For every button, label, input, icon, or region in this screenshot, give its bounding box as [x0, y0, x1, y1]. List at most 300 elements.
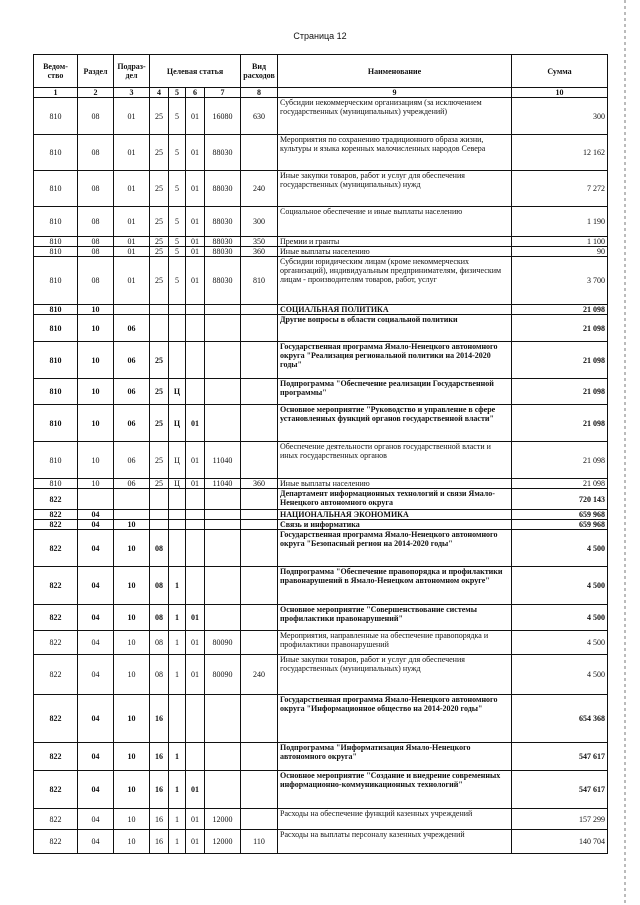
cell-podrazdel: 10 [114, 530, 150, 567]
cell-razdel: 04 [78, 771, 114, 809]
cell-celevaya-1: 16 [150, 830, 169, 854]
cell-podrazdel: 10 [114, 809, 150, 830]
column-number: 1 [34, 88, 78, 98]
table-row [34, 207, 608, 237]
cell-podrazdel: 01 [114, 247, 150, 257]
cell-celevaya-3 [186, 743, 205, 771]
cell-celevaya-2: 5 [169, 247, 186, 257]
cell-celevaya-4 [205, 771, 241, 809]
cell-naimenovanie: Государственная программа Ямало-Ненецкого автономного округа "Безопасный регион на 2014-2020 годы" [278, 530, 512, 567]
cell-celevaya-2: 5 [169, 98, 186, 135]
cell-celevaya-1: 08 [150, 530, 169, 567]
cell-naimenovanie: Подпрограмма "Обеспечение реализации Государственной программы" [278, 379, 512, 405]
cell-razdel: 10 [78, 315, 114, 342]
cell-vedomstvo: 810 [34, 442, 78, 479]
cell-vedomstvo: 810 [34, 315, 78, 342]
table-row [34, 510, 608, 520]
cell-naimenovanie: Государственная программа Ямало-Ненецкого автономного округа "Реализация региональной политики на 2014-2020 годы" [278, 342, 512, 379]
cell-vedomstvo: 810 [34, 257, 78, 305]
cell-summa: 4 500 [512, 530, 608, 567]
column-number: 7 [205, 88, 241, 98]
cell-vedomstvo: 810 [34, 171, 78, 207]
cell-celevaya-2: Ц [169, 405, 186, 442]
cell-summa: 12 162 [512, 135, 608, 171]
table-row [34, 605, 608, 631]
header-vid-rashodov: Вид расходов [241, 55, 278, 88]
cell-celevaya-1: 08 [150, 567, 169, 605]
cell-celevaya-4: 11040 [205, 442, 241, 479]
cell-vedomstvo: 810 [34, 479, 78, 489]
cell-vedomstvo: 822 [34, 809, 78, 830]
cell-summa: 654 368 [512, 695, 608, 743]
table-row [34, 171, 608, 207]
cell-summa: 4 500 [512, 631, 608, 655]
cell-summa: 21 098 [512, 405, 608, 442]
table-row [34, 98, 608, 135]
table-row [34, 135, 608, 171]
table-row [34, 695, 608, 743]
cell-celevaya-4 [205, 489, 241, 510]
cell-podrazdel: 10 [114, 771, 150, 809]
column-number: 5 [169, 88, 186, 98]
cell-vedomstvo: 810 [34, 237, 78, 247]
table-row [34, 809, 608, 830]
cell-vedomstvo: 822 [34, 655, 78, 695]
cell-vid-rashodov [241, 315, 278, 342]
cell-celevaya-2: Ц [169, 379, 186, 405]
cell-celevaya-4: 88030 [205, 257, 241, 305]
cell-celevaya-1: 25 [150, 479, 169, 489]
cell-razdel: 04 [78, 530, 114, 567]
column-number: 2 [78, 88, 114, 98]
column-number-row [34, 88, 608, 98]
cell-razdel: 04 [78, 743, 114, 771]
table-row [34, 379, 608, 405]
cell-razdel: 10 [78, 405, 114, 442]
cell-razdel: 04 [78, 655, 114, 695]
table-body [34, 98, 608, 854]
column-number: 8 [241, 88, 278, 98]
cell-naimenovanie: Департамент информационных технологий и связи Ямало-Ненецкого автономного округа [278, 489, 512, 510]
cell-naimenovanie: Иные выплаты населению [278, 247, 512, 257]
cell-celevaya-3: 01 [186, 605, 205, 631]
cell-podrazdel: 01 [114, 135, 150, 171]
cell-vid-rashodov: 240 [241, 171, 278, 207]
cell-razdel: 08 [78, 207, 114, 237]
cell-vid-rashodov: 350 [241, 237, 278, 247]
cell-celevaya-4: 12000 [205, 830, 241, 854]
cell-razdel: 08 [78, 237, 114, 247]
cell-razdel: 04 [78, 695, 114, 743]
table-row [34, 237, 608, 247]
cell-podrazdel: 10 [114, 743, 150, 771]
table-row [34, 567, 608, 605]
cell-vedomstvo: 822 [34, 605, 78, 631]
cell-vedomstvo: 810 [34, 247, 78, 257]
header-celevaya-statya: Целевая статья [150, 55, 241, 88]
header-podrazdel: Подраз-дел [114, 55, 150, 88]
cell-celevaya-2 [169, 305, 186, 315]
cell-vid-rashodov [241, 605, 278, 631]
cell-vedomstvo: 822 [34, 830, 78, 854]
table-row [34, 743, 608, 771]
cell-naimenovanie: Иные выплаты населению [278, 479, 512, 489]
cell-podrazdel: 06 [114, 479, 150, 489]
cell-vid-rashodov [241, 405, 278, 442]
cell-podrazdel: 06 [114, 442, 150, 479]
cell-podrazdel: 06 [114, 315, 150, 342]
cell-podrazdel [114, 305, 150, 315]
table-row [34, 305, 608, 315]
cell-naimenovanie: Подпрограмма "Обеспечение правопорядка и профилактики правонарушений в Ямало-Ненецком автономном округе" [278, 567, 512, 605]
cell-summa: 659 968 [512, 510, 608, 520]
cell-summa: 659 968 [512, 520, 608, 530]
cell-naimenovanie: Субсидии юридическим лицам (кроме некоммерческих организаций), индивидуальным предпринимателям, физическим лицам - производителям товаров, работ, услуг [278, 257, 512, 305]
budget-table [33, 54, 608, 854]
cell-celevaya-4 [205, 743, 241, 771]
table-row [34, 315, 608, 342]
cell-celevaya-4: 88030 [205, 207, 241, 237]
cell-podrazdel: 01 [114, 171, 150, 207]
cell-naimenovanie: НАЦИОНАЛЬНАЯ ЭКОНОМИКА [278, 510, 512, 520]
cell-celevaya-1: 25 [150, 247, 169, 257]
cell-celevaya-1 [150, 315, 169, 342]
cell-celevaya-2: 1 [169, 631, 186, 655]
cell-naimenovanie: СОЦИАЛЬНАЯ ПОЛИТИКА [278, 305, 512, 315]
cell-summa: 21 098 [512, 379, 608, 405]
cell-celevaya-4 [205, 510, 241, 520]
cell-podrazdel: 06 [114, 342, 150, 379]
cell-vid-rashodov: 810 [241, 257, 278, 305]
cell-vid-rashodov [241, 305, 278, 315]
cell-razdel: 04 [78, 567, 114, 605]
cell-razdel: 10 [78, 342, 114, 379]
cell-celevaya-3: 01 [186, 257, 205, 305]
cell-celevaya-2: 1 [169, 771, 186, 809]
cell-celevaya-1 [150, 510, 169, 520]
cell-podrazdel: 01 [114, 98, 150, 135]
cell-razdel [78, 489, 114, 510]
cell-podrazdel: 06 [114, 405, 150, 442]
cell-naimenovanie: Расходы на обеспечение функций казенных учреждений [278, 809, 512, 830]
cell-podrazdel [114, 510, 150, 520]
cell-vedomstvo: 822 [34, 631, 78, 655]
cell-celevaya-2 [169, 315, 186, 342]
cell-razdel: 04 [78, 809, 114, 830]
cell-celevaya-1: 08 [150, 631, 169, 655]
cell-celevaya-1 [150, 520, 169, 530]
scan-edge-decoration [624, 0, 626, 905]
cell-summa: 4 500 [512, 605, 608, 631]
cell-naimenovanie: Иные закупки товаров, работ и услуг для обеспечения государственных (муниципальных) нужд [278, 171, 512, 207]
cell-vid-rashodov: 360 [241, 247, 278, 257]
cell-razdel: 08 [78, 247, 114, 257]
cell-celevaya-2 [169, 342, 186, 379]
cell-celevaya-4 [205, 695, 241, 743]
cell-vedomstvo: 822 [34, 520, 78, 530]
cell-celevaya-3 [186, 315, 205, 342]
cell-naimenovanie: Государственная программа Ямало-Ненецкого автономного округа "Информационное общество на 2014-2020 годы" [278, 695, 512, 743]
cell-celevaya-4: 88030 [205, 247, 241, 257]
cell-summa: 21 098 [512, 442, 608, 479]
cell-celevaya-2 [169, 510, 186, 520]
cell-celevaya-2: 5 [169, 237, 186, 247]
cell-razdel: 10 [78, 379, 114, 405]
cell-celevaya-4: 16080 [205, 98, 241, 135]
cell-summa: 21 098 [512, 305, 608, 315]
cell-celevaya-3 [186, 305, 205, 315]
cell-vid-rashodov: 360 [241, 479, 278, 489]
cell-celevaya-2: 1 [169, 743, 186, 771]
cell-vid-rashodov [241, 771, 278, 809]
cell-vedomstvo: 810 [34, 98, 78, 135]
table-row [34, 257, 608, 305]
header-razdel: Раздел [78, 55, 114, 88]
cell-celevaya-3 [186, 510, 205, 520]
cell-celevaya-1: 25 [150, 237, 169, 247]
cell-celevaya-3 [186, 567, 205, 605]
cell-razdel: 08 [78, 135, 114, 171]
cell-celevaya-3: 01 [186, 207, 205, 237]
cell-celevaya-3 [186, 520, 205, 530]
cell-summa: 21 098 [512, 342, 608, 379]
cell-summa: 4 500 [512, 567, 608, 605]
table-row [34, 530, 608, 567]
cell-vid-rashodov: 300 [241, 207, 278, 237]
cell-celevaya-4 [205, 520, 241, 530]
cell-celevaya-2 [169, 695, 186, 743]
cell-summa: 4 500 [512, 655, 608, 695]
table-row [34, 479, 608, 489]
cell-celevaya-2: 1 [169, 830, 186, 854]
cell-summa: 3 700 [512, 257, 608, 305]
cell-naimenovanie: Субсидии некоммерческим организациям (за исключением государственных (муниципальных) учреждений) [278, 98, 512, 135]
table-row [34, 771, 608, 809]
cell-celevaya-4 [205, 342, 241, 379]
cell-razdel: 04 [78, 510, 114, 520]
cell-celevaya-3 [186, 695, 205, 743]
cell-celevaya-4: 11040 [205, 479, 241, 489]
cell-podrazdel: 10 [114, 520, 150, 530]
cell-celevaya-1: 25 [150, 98, 169, 135]
table-row [34, 520, 608, 530]
cell-celevaya-2 [169, 530, 186, 567]
cell-celevaya-1: 16 [150, 743, 169, 771]
cell-celevaya-3: 01 [186, 631, 205, 655]
cell-celevaya-3: 01 [186, 655, 205, 695]
cell-celevaya-2: 1 [169, 605, 186, 631]
cell-celevaya-3: 01 [186, 247, 205, 257]
cell-podrazdel: 01 [114, 237, 150, 247]
column-number: 6 [186, 88, 205, 98]
cell-podrazdel: 10 [114, 605, 150, 631]
cell-summa: 21 098 [512, 479, 608, 489]
cell-vedomstvo: 810 [34, 135, 78, 171]
cell-vid-rashodov [241, 520, 278, 530]
cell-celevaya-2: Ц [169, 442, 186, 479]
table-row [34, 655, 608, 695]
cell-celevaya-3: 01 [186, 442, 205, 479]
cell-celevaya-1: 25 [150, 442, 169, 479]
cell-vedomstvo: 822 [34, 567, 78, 605]
cell-razdel: 04 [78, 605, 114, 631]
cell-celevaya-4 [205, 305, 241, 315]
cell-celevaya-1: 08 [150, 605, 169, 631]
cell-celevaya-4: 80090 [205, 655, 241, 695]
cell-celevaya-2: 5 [169, 257, 186, 305]
cell-celevaya-4: 88030 [205, 171, 241, 207]
cell-vedomstvo: 822 [34, 743, 78, 771]
cell-naimenovanie: Основное мероприятие "Создание и внедрение современных информационно-коммуникационных технологий" [278, 771, 512, 809]
cell-podrazdel: 06 [114, 379, 150, 405]
cell-summa: 547 617 [512, 743, 608, 771]
cell-celevaya-1: 16 [150, 695, 169, 743]
cell-vid-rashodov [241, 530, 278, 567]
cell-celevaya-2 [169, 520, 186, 530]
cell-naimenovanie: Мероприятия, направленные на обеспечение правопорядка и профилактики правонарушений [278, 631, 512, 655]
cell-celevaya-3: 01 [186, 771, 205, 809]
cell-celevaya-2: 1 [169, 809, 186, 830]
cell-razdel: 08 [78, 171, 114, 207]
cell-vid-rashodov [241, 489, 278, 510]
cell-summa: 547 617 [512, 771, 608, 809]
cell-vedomstvo: 810 [34, 379, 78, 405]
cell-summa: 1 190 [512, 207, 608, 237]
page-number-label: Страница 12 [293, 31, 347, 41]
cell-summa: 21 098 [512, 315, 608, 342]
header-row [34, 55, 608, 88]
cell-summa: 1 100 [512, 237, 608, 247]
cell-summa: 140 704 [512, 830, 608, 854]
cell-naimenovanie: Основное мероприятие "Руководство и управление в сфере установленных функций органов государственной власти" [278, 405, 512, 442]
cell-podrazdel: 10 [114, 567, 150, 605]
cell-celevaya-4: 12000 [205, 809, 241, 830]
cell-celevaya-1 [150, 305, 169, 315]
header-summa: Сумма [512, 55, 608, 88]
column-number: 4 [150, 88, 169, 98]
cell-celevaya-3: 01 [186, 171, 205, 207]
cell-razdel: 10 [78, 479, 114, 489]
cell-celevaya-2: 5 [169, 207, 186, 237]
cell-celevaya-4: 88030 [205, 237, 241, 247]
cell-vid-rashodov [241, 510, 278, 520]
cell-celevaya-1: 25 [150, 207, 169, 237]
cell-celevaya-2: 5 [169, 171, 186, 207]
cell-vedomstvo: 822 [34, 489, 78, 510]
cell-vid-rashodov [241, 743, 278, 771]
cell-celevaya-4 [205, 405, 241, 442]
cell-celevaya-3 [186, 489, 205, 510]
cell-naimenovanie: Иные закупки товаров, работ и услуг для обеспечения государственных (муниципальных) нужд [278, 655, 512, 695]
column-number: 9 [278, 88, 512, 98]
cell-razdel: 10 [78, 442, 114, 479]
header-naimenovanie: Наименование [278, 55, 512, 88]
cell-celevaya-1: 25 [150, 257, 169, 305]
table-row [34, 830, 608, 854]
cell-naimenovanie: Мероприятия по сохранению традиционного образа жизни, культуры и языка коренных малочисленных народов Севера [278, 135, 512, 171]
cell-razdel: 08 [78, 98, 114, 135]
cell-summa: 90 [512, 247, 608, 257]
header-vedomstvo: Ведом-ство [34, 55, 78, 88]
cell-celevaya-1: 25 [150, 379, 169, 405]
cell-celevaya-2 [169, 489, 186, 510]
cell-vid-rashodov [241, 631, 278, 655]
cell-celevaya-4 [205, 605, 241, 631]
cell-vedomstvo: 810 [34, 342, 78, 379]
cell-celevaya-3 [186, 379, 205, 405]
cell-vid-rashodov [241, 442, 278, 479]
cell-celevaya-1: 25 [150, 405, 169, 442]
cell-naimenovanie: Социальное обеспечение и иные выплаты населению [278, 207, 512, 237]
cell-podrazdel [114, 489, 150, 510]
cell-celevaya-1: 25 [150, 171, 169, 207]
cell-celevaya-1: 08 [150, 655, 169, 695]
cell-celevaya-3 [186, 530, 205, 567]
cell-naimenovanie: Другие вопросы в области социальной политики [278, 315, 512, 342]
table-row [34, 442, 608, 479]
column-number: 10 [512, 88, 608, 98]
cell-razdel: 04 [78, 830, 114, 854]
cell-naimenovanie: Подпрограмма "Информатизация Ямало-Ненецкого автономного округа" [278, 743, 512, 771]
cell-celevaya-2: 1 [169, 567, 186, 605]
cell-celevaya-1: 25 [150, 135, 169, 171]
cell-vid-rashodov [241, 135, 278, 171]
cell-celevaya-2: 5 [169, 135, 186, 171]
table-row [34, 631, 608, 655]
cell-vid-rashodov: 240 [241, 655, 278, 695]
cell-vedomstvo: 810 [34, 405, 78, 442]
cell-vedomstvo: 810 [34, 305, 78, 315]
cell-vid-rashodov [241, 379, 278, 405]
cell-celevaya-4 [205, 567, 241, 605]
cell-podrazdel: 10 [114, 655, 150, 695]
table-row [34, 405, 608, 442]
cell-naimenovanie: Обеспечение деятельности органов государственной власти и иных государственных органов [278, 442, 512, 479]
cell-podrazdel: 01 [114, 257, 150, 305]
cell-vedomstvo: 822 [34, 771, 78, 809]
cell-vedomstvo: 822 [34, 695, 78, 743]
cell-podrazdel: 10 [114, 631, 150, 655]
cell-summa: 720 143 [512, 489, 608, 510]
cell-celevaya-4 [205, 379, 241, 405]
cell-celevaya-3: 01 [186, 479, 205, 489]
cell-celevaya-1 [150, 489, 169, 510]
cell-naimenovanie: Связь и информатика [278, 520, 512, 530]
cell-vid-rashodov [241, 567, 278, 605]
cell-vedomstvo: 822 [34, 530, 78, 567]
table-row [34, 342, 608, 379]
cell-vid-rashodov: 630 [241, 98, 278, 135]
cell-podrazdel: 10 [114, 695, 150, 743]
cell-celevaya-4: 88030 [205, 135, 241, 171]
cell-razdel: 04 [78, 520, 114, 530]
cell-celevaya-1: 16 [150, 771, 169, 809]
cell-celevaya-1: 25 [150, 342, 169, 379]
cell-vid-rashodov [241, 342, 278, 379]
cell-celevaya-1: 16 [150, 809, 169, 830]
cell-celevaya-2: 1 [169, 655, 186, 695]
cell-celevaya-4: 80090 [205, 631, 241, 655]
cell-celevaya-3: 01 [186, 809, 205, 830]
cell-celevaya-2: Ц [169, 479, 186, 489]
table-row [34, 247, 608, 257]
cell-vid-rashodov: 110 [241, 830, 278, 854]
cell-summa: 300 [512, 98, 608, 135]
cell-naimenovanie: Премии и гранты [278, 237, 512, 247]
cell-podrazdel: 10 [114, 830, 150, 854]
cell-naimenovanie: Расходы на выплаты персоналу казенных учреждений [278, 830, 512, 854]
cell-celevaya-3: 01 [186, 135, 205, 171]
